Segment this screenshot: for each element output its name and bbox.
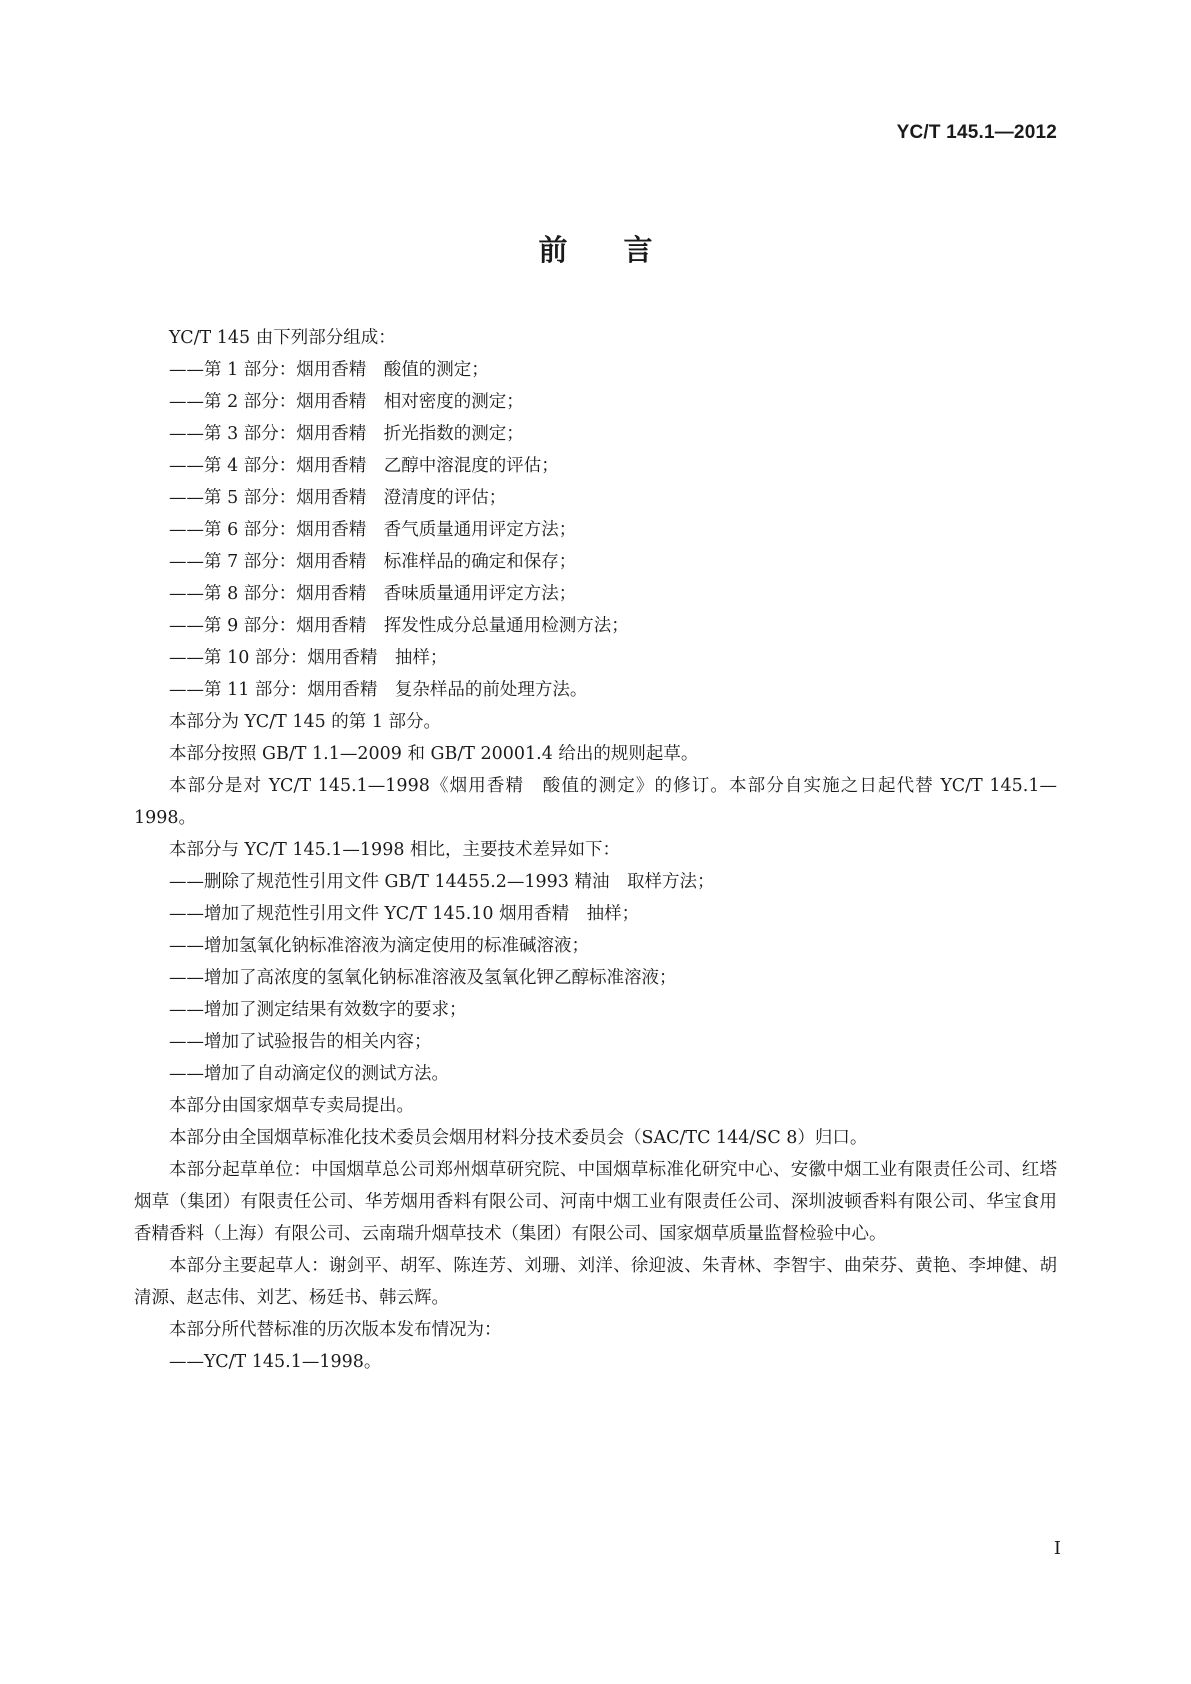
- list-item-part-5: ——第 5 部分：烟用香精 澄清度的评估；: [169, 488, 507, 508]
- standard-code: YC/T 145.1—2012: [896, 122, 1057, 143]
- list-item-part-9: ——第 9 部分：烟用香精 挥发性成分总量通用检测方法；: [169, 616, 629, 636]
- paragraph-revision: 本部分是对 YC/T 145.1—1998《烟用香精 酸值的测定》的修订。本部分自实施之日起代替 YC/T 145.1—1998。: [134, 776, 1057, 828]
- list-item-part-7: ——第 7 部分：烟用香精 标准样品的确定和保存；: [169, 552, 577, 572]
- paragraph-proposer: 本部分由国家烟草专卖局提出。: [169, 1096, 414, 1116]
- list-item-part-6: ——第 6 部分：烟用香精 香气质量通用评定方法；: [169, 520, 577, 540]
- paragraph-technical-committee: 本部分由全国烟草标准化技术委员会烟用材料分技术委员会（SAC/TC 144/SC 8）归口。: [169, 1128, 868, 1148]
- list-item-part-11: ——第 11 部分：烟用香精 复杂样品的前处理方法。: [169, 680, 588, 700]
- foreword-body: [134, 322, 1057, 1378]
- list-item-difference-6: ——增加了试验报告的相关内容；: [169, 1032, 432, 1052]
- list-item-difference-4: ——增加了高浓度的氢氧化钠标准溶液及氢氧化钾乙醇标准溶液；: [169, 968, 677, 988]
- list-item-difference-5: ——增加了测定结果有效数字的要求；: [169, 1000, 467, 1020]
- paragraph-composition-intro: YC/T 145 由下列部分组成：: [169, 328, 396, 348]
- list-item-part-1: ——第 1 部分：烟用香精 酸值的测定；: [169, 360, 489, 380]
- list-item-part-10: ——第 10 部分：烟用香精 抽样；: [169, 648, 448, 668]
- list-item-part-8: ——第 8 部分：烟用香精 香味质量通用评定方法；: [169, 584, 577, 604]
- paragraph-drafters: 本部分主要起草人：谢剑平、胡军、陈连芳、刘珊、刘洋、徐迎波、朱青林、李智宇、曲荣芬、黄艳、李坤健、胡清源、赵志伟、刘艺、杨廷书、韩云辉。: [134, 1256, 1057, 1308]
- list-item-part-4: ——第 4 部分：烟用香精 乙醇中溶混度的评估；: [169, 456, 559, 476]
- page-title: 前言: [538, 233, 709, 267]
- paragraph-previous-editions-intro: 本部分所代替标准的历次版本发布情况为：: [169, 1320, 502, 1340]
- paragraph-drafting-rules: 本部分按照 GB/T 1.1—2009 和 GB/T 20001.4 给出的规则起草。: [169, 744, 699, 764]
- page-number: I: [1053, 1538, 1061, 1559]
- list-item-part-2: ——第 2 部分：烟用香精 相对密度的测定；: [169, 392, 524, 412]
- list-item-previous-edition: ——YC/T 145.1—1998。: [169, 1352, 382, 1372]
- list-item-difference-7: ——增加了自动滴定仪的测试方法。: [169, 1064, 449, 1084]
- list-item-part-3: ——第 3 部分：烟用香精 折光指数的测定；: [169, 424, 524, 444]
- paragraph-differences-intro: 本部分与 YC/T 145.1—1998 相比，主要技术差异如下：: [169, 840, 621, 860]
- list-item-difference-3: ——增加氢氧化钠标准溶液为滴定使用的标准碱溶液；: [169, 936, 589, 956]
- paragraph-drafting-organizations: 本部分起草单位：中国烟草总公司郑州烟草研究院、中国烟草标准化研究中心、安徽中烟工业有限责任公司、红塔烟草（集团）有限责任公司、华芳烟用香料有限公司、河南中烟工业有限责任公司、深圳波顿香料有限公司、华宝食用香精香料（上海）有限公司、云南瑞升烟草技术（集团）有限公司、国家烟草质量监督检验中心。: [134, 1160, 1057, 1244]
- list-item-difference-1: ——删除了规范性引用文件 GB/T 14455.2—1993 精油 取样方法；: [169, 872, 715, 892]
- list-item-difference-2: ——增加了规范性引用文件 YC/T 145.10 烟用香精 抽样；: [169, 904, 640, 924]
- paragraph-part-statement: 本部分为 YC/T 145 的第 1 部分。: [169, 712, 442, 732]
